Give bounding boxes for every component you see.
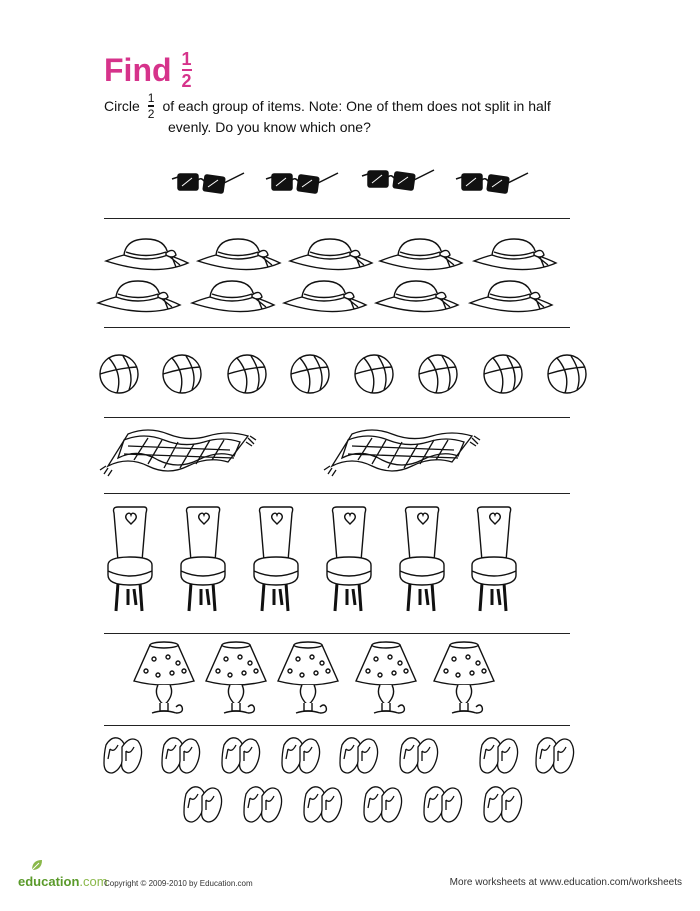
- beach-towel: [100, 430, 256, 476]
- sunglasses: [456, 173, 528, 193]
- chairs-group: [108, 507, 516, 611]
- instructions-prefix: Circle: [104, 98, 140, 114]
- flip-flops: [400, 738, 438, 773]
- lamp: [356, 642, 416, 713]
- more-worksheets-link[interactable]: More worksheets at www.education.com/worksheets: [449, 877, 682, 888]
- sun-hat: [290, 239, 372, 270]
- flip-flops: [480, 738, 518, 773]
- beach-ball: [419, 355, 457, 393]
- copyright-text: Copyright © 2009-2010 by Education.com: [104, 879, 253, 888]
- lamp: [134, 642, 194, 713]
- beach-ball: [484, 355, 522, 393]
- towels-group: [100, 430, 480, 476]
- sun-hat: [106, 239, 188, 270]
- chair: [108, 507, 152, 611]
- chair: [181, 507, 225, 611]
- flip-flops: [184, 787, 222, 822]
- instructions-denominator: 2: [147, 107, 155, 121]
- flip-flops: [364, 787, 402, 822]
- chair: [400, 507, 444, 611]
- sunglasses: [362, 170, 434, 190]
- flip-flops: [424, 787, 462, 822]
- sun-hat: [376, 281, 458, 312]
- sun-hat: [474, 239, 556, 270]
- instructions-line1: of each group of items. Note: One of them does not split in half: [162, 98, 551, 114]
- flip-flops: [282, 738, 320, 773]
- sunglasses-group: [172, 170, 528, 193]
- logo-brand: education: [18, 874, 80, 889]
- title-numerator: 1: [181, 49, 192, 69]
- lamp: [434, 642, 494, 713]
- beach-balls-group: [100, 355, 586, 393]
- flip-flops: [104, 738, 142, 773]
- beach-ball: [355, 355, 393, 393]
- hats-group: [98, 239, 556, 312]
- sun-hat: [470, 281, 552, 312]
- instructions-numerator: 1: [147, 91, 155, 105]
- flip-flops: [484, 787, 522, 822]
- flip-flops: [536, 738, 574, 773]
- chair: [254, 507, 298, 611]
- sun-hat: [284, 281, 366, 312]
- lamps-group: [134, 642, 494, 713]
- beach-ball: [548, 355, 586, 393]
- beach-towel: [324, 430, 480, 476]
- chair: [472, 507, 516, 611]
- title-denominator: 2: [181, 71, 192, 91]
- education-leaf-icon: [30, 858, 44, 872]
- logo-suffix: .com: [79, 874, 108, 889]
- flip-flops: [244, 787, 282, 822]
- title-word: Find: [104, 51, 172, 88]
- chair: [327, 507, 371, 611]
- flip-flops: [162, 738, 200, 773]
- flip-flops: [340, 738, 378, 773]
- flip-flops: [304, 787, 342, 822]
- instructions-line2: evenly. Do you know which one?: [168, 119, 371, 135]
- sun-hat: [192, 281, 274, 312]
- flip-flops: [222, 738, 260, 773]
- sunglasses: [266, 173, 338, 193]
- education-logo: [18, 874, 108, 889]
- sun-hat: [380, 239, 462, 270]
- beach-ball: [100, 355, 138, 393]
- flip-flops-group: [104, 738, 574, 822]
- lamp: [278, 642, 338, 713]
- sun-hat: [198, 239, 280, 270]
- beach-ball: [291, 355, 329, 393]
- beach-ball: [163, 355, 201, 393]
- beach-ball: [228, 355, 266, 393]
- lamp: [206, 642, 266, 713]
- sunglasses: [172, 173, 244, 193]
- sun-hat: [98, 281, 180, 312]
